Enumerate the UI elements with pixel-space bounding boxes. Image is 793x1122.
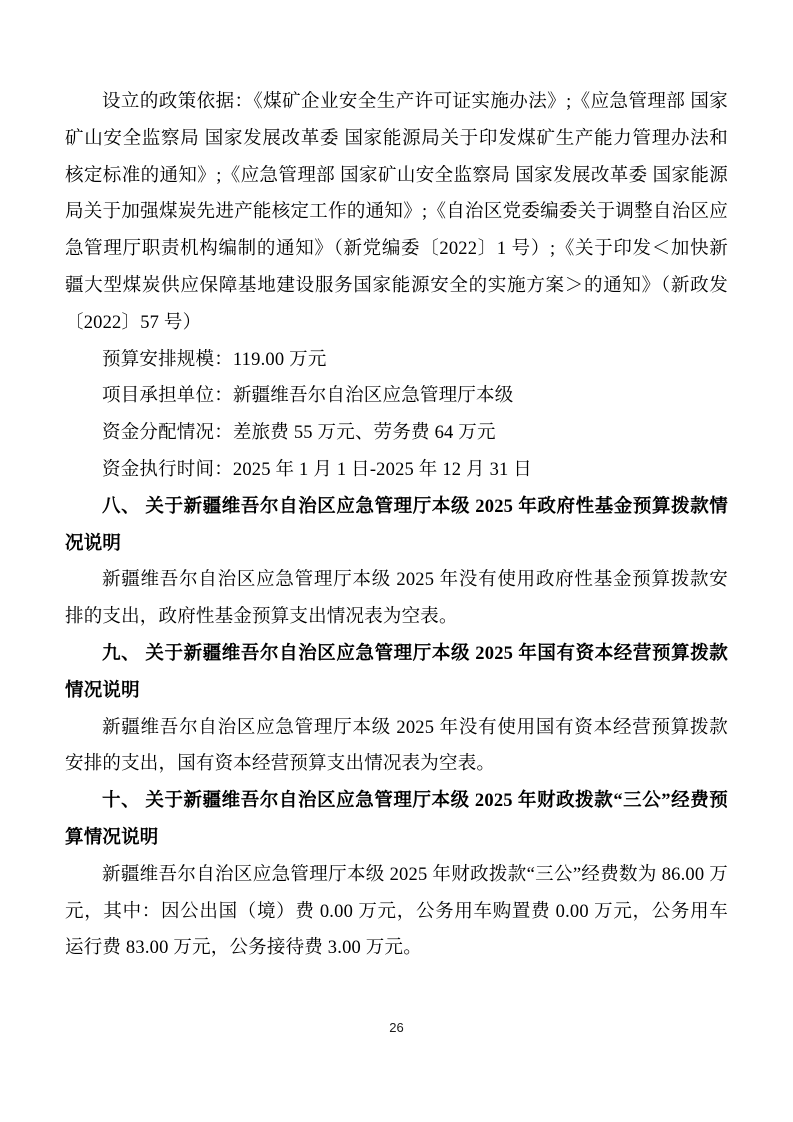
document-body: [65, 84, 728, 967]
section-9-body: 新疆维吾尔自治区应急管理厅本级 2025 年没有使用国有资本经营预算拨款安排的支出，国有资本经营预算支出情况表为空表。: [65, 717, 728, 775]
section-10-heading: 十、 关于新疆维吾尔自治区应急管理厅本级 2025 年财政拨款“三公”经费预算情况说明: [65, 791, 728, 848]
fund-allocation-line: 资金分配情况：差旅费 55 万元、劳务费 64 万元: [102, 423, 496, 444]
page-number: 26: [389, 1020, 404, 1035]
fund-execution-line: 资金执行时间：2025 年 1 月 1 日-2025 年 12 月 31 日: [102, 459, 533, 480]
budget-scale-line: 预算安排规模：119.00 万元: [102, 349, 327, 370]
policy-basis-paragraph: 设立的政策依据：《煤矿企业安全生产许可证实施办法》;《应急管理部 国家矿山安全监察局 国家发展改革委 国家能源局关于印发煤矿生产能力管理办法和核定标准的通知》;《应急管理部 国家矿山安全监察局 国家发展改革委 国家能源局关于加强煤炭先进产能核定工作的通知》;《自治区党委编委关于调整自治区应急管理厅职责机构编制的通知》（新党编委〔2022〕1 号）;《关于印发＜加快新疆大型煤炭供应保障基地建设服务国家能源安全的实施方案＞的通知》（新政发〔2022〕57 号）: [65, 92, 728, 333]
section-8-heading: 八、 关于新疆维吾尔自治区应急管理厅本级 2025 年政府性基金预算拨款情况说明: [65, 496, 728, 554]
section-8-body: 新疆维吾尔自治区应急管理厅本级 2025 年没有使用政府性基金预算拨款安排的支出，政府性基金预算支出情况表为空表。: [65, 570, 728, 628]
project-unit-line: 项目承担单位：新疆维吾尔自治区应急管理厅本级: [102, 386, 514, 407]
section-9-heading: 九、 关于新疆维吾尔自治区应急管理厅本级 2025 年国有资本经营预算拨款情况说明: [65, 643, 728, 701]
section-10-body: 新疆维吾尔自治区应急管理厅本级 2025 年财政拨款“三公”经费数为 86.00 万元，其中：因公出国（境）费 0.00 万元，公务用车购置费 0.00 万元，公务用车运行费 83.00 万元，公务接待费 3.00 万元。: [65, 864, 728, 959]
